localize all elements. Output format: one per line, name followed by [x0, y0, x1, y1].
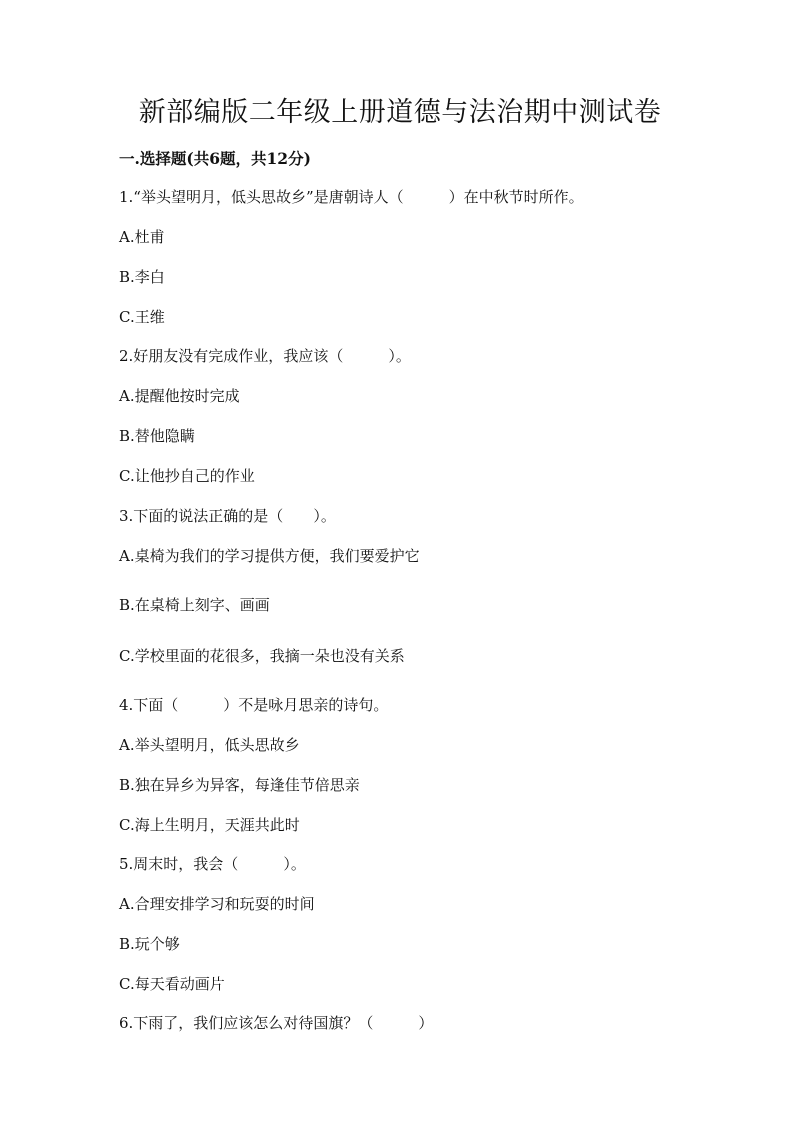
option-a: A.合理安排学习和玩耍的时间 — [119, 895, 315, 913]
option-b: B.玩个够 — [119, 935, 180, 953]
option-c: C.学校里面的花很多，我摘一朵也没有关系 — [119, 647, 405, 665]
section-heading: 一.选择题(共6题，共12分) — [119, 149, 311, 168]
question-stem: 5.周末时，我会（ ）。 — [119, 855, 306, 873]
option-b: B.在桌椅上刻字、画画 — [119, 596, 270, 614]
option-c: C.每天看动画片 — [119, 975, 225, 993]
question-stem: 3.下面的说法正确的是（ ）。 — [119, 507, 336, 525]
option-b: B.替他隐瞒 — [119, 427, 195, 445]
option-c: C.让他抄自己的作业 — [119, 467, 255, 485]
option-c: C.王维 — [119, 308, 165, 326]
option-b: B.独在异乡为异客，每逢佳节倍思亲 — [119, 776, 360, 794]
question-stem: 1.“举头望明月，低头思故乡”是唐朝诗人（ ）在中秋节时所作。 — [119, 188, 584, 206]
option-a: A.桌椅为我们的学习提供方便，我们要爱护它 — [119, 547, 420, 565]
option-c: C.海上生明月，天涯共此时 — [119, 816, 300, 834]
option-a: A.提醒他按时完成 — [119, 387, 240, 405]
option-b: B.李白 — [119, 268, 165, 286]
page-title: 新部编版二年级上册道德与法治期中测试卷 — [138, 97, 662, 128]
question-stem: 6.下雨了，我们应该怎么对待国旗？（ ） — [119, 1014, 434, 1032]
option-a: A.举头望明月，低头思故乡 — [119, 736, 300, 754]
question-stem: 2.好朋友没有完成作业，我应该（ ）。 — [119, 347, 411, 365]
question-stem: 4.下面（ ）不是咏月思亲的诗句。 — [119, 696, 389, 714]
option-a: A.杜甫 — [119, 228, 165, 246]
